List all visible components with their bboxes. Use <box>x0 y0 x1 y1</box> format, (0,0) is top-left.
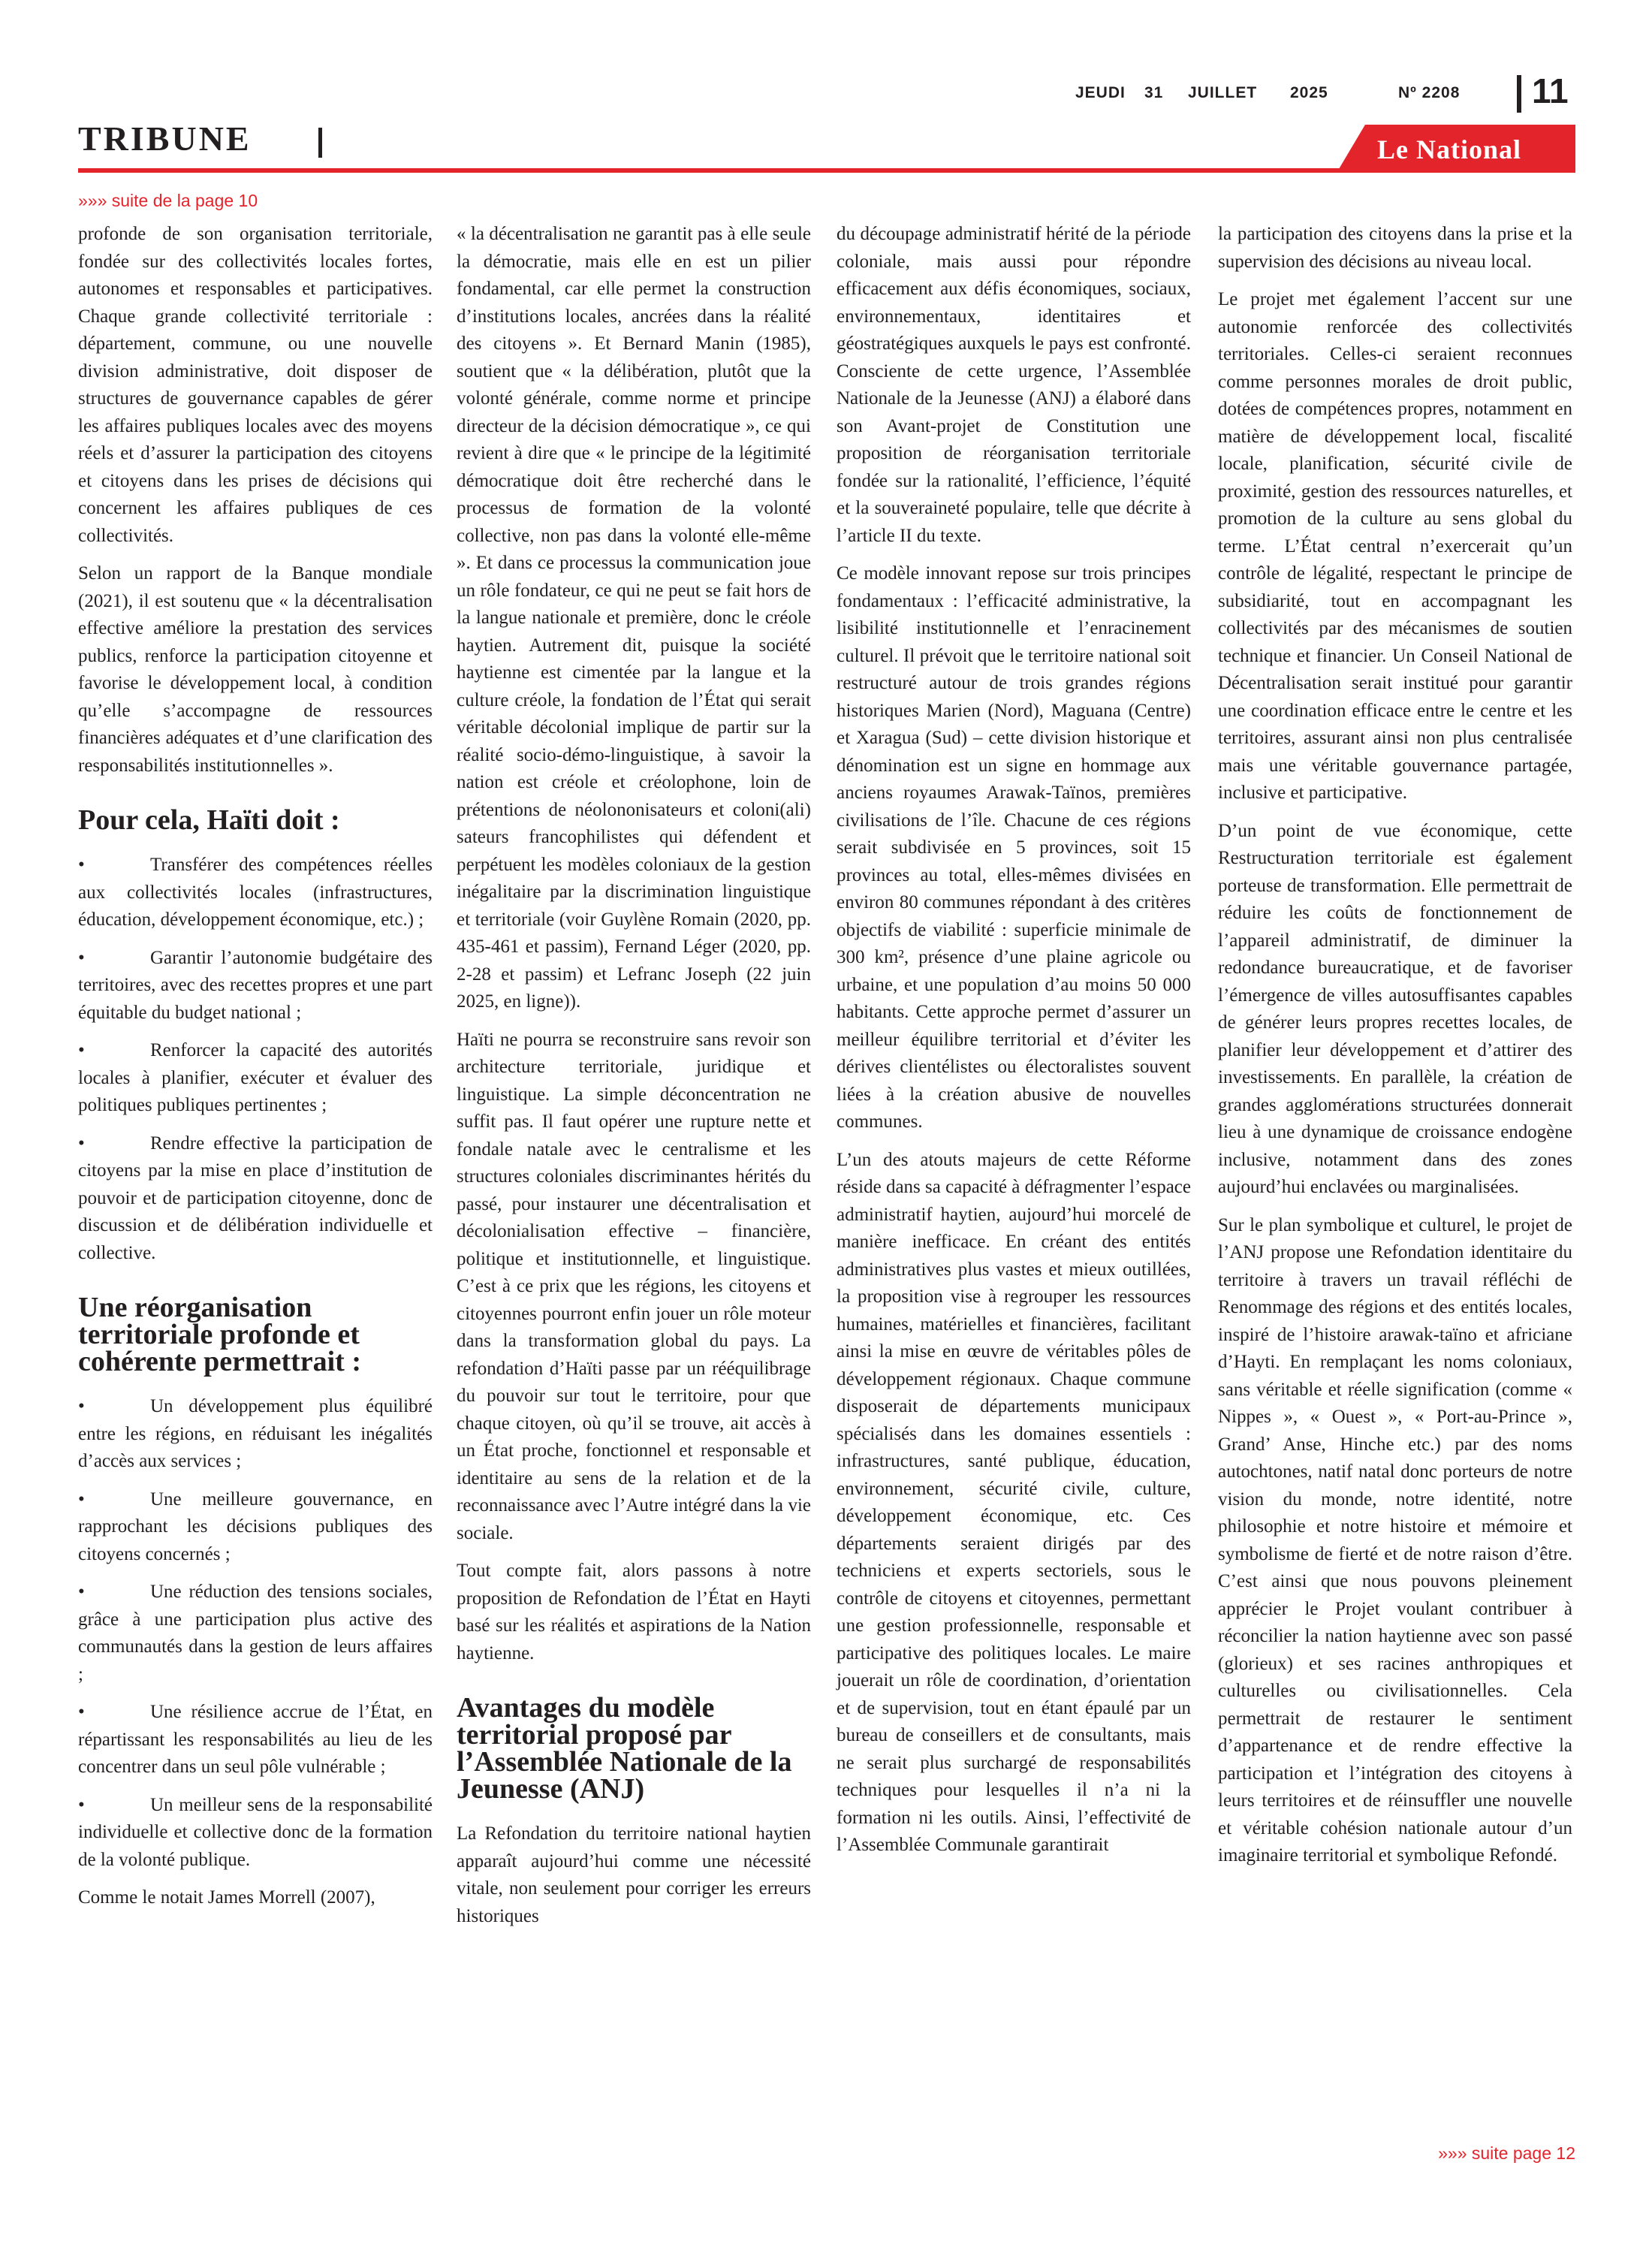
list-item-text: Transférer des compétences réelles aux collectivités locales (infrastructures, éducation, développement économique, etc.) ; <box>78 855 433 930</box>
paragraph: Selon un rapport de la Banque mondiale (2021), il est soutenu que « la décentralisation effective améliore la prestation des services publics, renforce la participation citoyenne et favorise le développement local, à condition qu’elle s’accompagne de ressources financières adéquates et d’une clarification des responsabilités institutionnelles ». <box>78 563 433 776</box>
list-item-text: Renforcer la capacité des autorités locales à planifier, exécuter et évaluer des politiques publiques pertinentes ; <box>78 1040 433 1115</box>
bullet-icon: • <box>78 1582 85 1602</box>
paragraph: Sur le plan symbolique et culturel, le projet de l’ANJ propose une Refondation identitaire du territoire à travers un travail réfléchi de Renommage des régions et des entités locales, inspiré de l’histoire arawak-taïno et africiane d’Hayti. En remplaçant les noms coloniaux, sans véritable et réelle signification (comme « Nippes », « Ouest », « Port-au-Prince », Grand’ Anse, Hinche etc.) par des noms autochtones, natif natal donc porteurs de notre vision du monde, notre identité, notre philosophie et notre histoire et mémoire et symbolisme de fierté et de notre raison d’être. C’est ainsi que nous pouvons pleinement apprécier le Projet voulant contribuer à réconcilier la nation haytienne avec son passé (glorieux) et ses racines anthropiques et culturelles ou civilisationnelles. Cela permettrait de restaurer le sentiment d’appartenance et de rendre effective la participation et l’intégration des citoyens à leurs territoires et de réinsuffler une nouvelle et véritable cohésion nationale autour d’un imaginaire territorial et symbolique Refondé. <box>1218 1214 1572 1865</box>
paragraph: Tout compte fait, alors passons à notre proposition de Refondation de l’État en Hayti basé sur les réalités et aspirations de la Nation haytienne. <box>457 1561 811 1663</box>
bullet-icon: • <box>78 1040 85 1060</box>
list-item <box>78 1130 433 1268</box>
paragraph: La Refondation du territoire national haytien apparaît aujourd’hui comme une nécessité vitale, non seulement pour corriger les erreurs historiques <box>457 1823 811 1926</box>
paragraph: la participation des citoyens dans la prise et la supervision des décisions au niveau local. <box>1218 224 1572 272</box>
paragraph: D’un point de vue économique, cette Restructuration territoriale est également porteuse de transformation. Elle permettrait de réduire les coûts de fonctionnement de l’appareil administratif, de diminuer la redondance bureaucratique, et de favoriser l’émergence de villes autosuffisantes capables de générer leurs propres recettes locales, de planifier leur développement et d’attirer des investissements. En parallèle, la création de grandes agglomérations structurées donnerait lieu à une dynamique de croissance endogène inclusive, notamment dans des zones aujourd’hui enclavées ou marginalisées. <box>1218 820 1572 1197</box>
list-item-text: Rendre effective la participation de citoyens par la mise en place d’institution de pouvoir et de participation citoyenne, donc de discussion et de délibération individuelle et collective. <box>78 1133 433 1263</box>
list-item <box>78 1699 433 1781</box>
paragraph: « la décentralisation ne garantit pas à elle seule la démocratie, mais elle en est un pilier fondamental, car elle permet la construction d’institutions locales, ancrées dans la réalité des citoyens ». Et Bernard Manin (1985), soutient que « la délibération, plutôt que la volonté générale, comme norme et principe directeur de la décision démocratique », ce qui revient à dire que « le principe de la légitimité démocratique doit être recherché dans le processus de formation de la volonté collective, non pas dans la volonté elle-même ». Et dans ce processus la communication joue un rôle fondateur, ce qui ne peut se fait hors de la langue nationale et première, donc le créole haytien. Autrement dit, puisque la société haytienne est cimentée par la langue et la culture créole, la fondation de l’État qui serait véritable décolonial implique de partir sur la réalité socio-démo-linguistique, à savoir la nation est créole et créolophone, loin de prétentions de néolononisateurs et coloni(ali) sateurs francophilistes qui défendent et perpétuent les modèles coloniaux de la gestion inégalitaire par la discrimination linguistique et territoriale (voir Guylène Romain (2020, pp. 435-461 et passim), Fernand Léger (2020, pp. 2-28 et passim) et Lefranc Joseph (22 juin 2025, en ligne)). <box>457 224 811 1012</box>
list-item-text: Un développement plus équilibré entre les régions, en réduisant les inégalités d’accès aux services ; <box>78 1396 433 1471</box>
paragraph: Ce modèle innovant repose sur trois principes fondamentaux : l’efficacité administrative, la lisibilité institutionnelle et l’enracinement culturel. Il prévoit que le territoire national soit restructuré autour de trois grandes régions historiques Marien (Nord), Maguana (Centre) et Xaragua (Sud) – cette division historique et dénomination est un signe en hommage aux anciens royaumes Arawak-Taïnos, premières civilisations de l’île. Chacune de ces régions serait subdivisée en 5 provinces, soit 15 provinces au total, elles-mêmes divisées en environ 80 communes répondant à des critères objectifs de viabilité : superficie minimale de 300 km², présence d’une plaine agricole ou urbaine, et une population d’au moins 50 000 habitants. Cette approche permet d’assurer un meilleur équilibre territorial et d’éviter les dérives clientélistes ou électoralistes souvent liées à la création abusive de nouvelles communes. <box>837 563 1191 1132</box>
header-month: JUILLET <box>1188 84 1258 101</box>
subheading: Avantages du modèle territorial proposé par l’Assemblée Nationale de la Jeunesse (ANJ) <box>457 1692 792 1805</box>
bullet-icon: • <box>78 1488 85 1510</box>
paragraph: profonde de son organisation territoriale, fondée sur des collectivités locales fortes, autonomes et responsables et participatives. Chaque grande collectivité territoriale : département, commune, ou une nouvelle division administrative, doit disposer de structures de gouvernance capables de gérer les affaires publiques locales avec des moyens réels et d’assurer la participation des citoyens et citoyens dans les prises de décisions qui concernent les affaires publiques de ces collectivités. <box>78 224 433 546</box>
list-item <box>78 852 433 934</box>
list-item-text: Une résilience accrue de l’État, en répartissant les responsabilités au lieu de les concentrer dans un seul pôle vulnérable ; <box>78 1702 433 1777</box>
column-2 <box>457 221 811 1941</box>
bullet-icon: • <box>78 855 85 875</box>
section-title: TRIBUNE <box>78 119 252 158</box>
paragraph: Le projet met également l’accent sur une autonomie renforcée des collectivités territoriales. Celles-ci seraient reconnues comme personnes morales de droit public, dotées de compétences propres, notamment en matière de développement local, fiscalité locale, planification, sécurité civile de proximité, gestion des ressources naturelles, et promotion de la culture au sens global du terme. L’État central n’exercerait qu’un contrôle de légalité, respectant le principe de subsidiarité, tout en accompagnant les collectivités par des mécanismes de soutien technique et financier. Un Conseil National de Décentralisation serait institué pour garantir une coordination efficace entre le centre et les territoires, assurant ainsi non plus centralisée mais une véritable gouvernance partagée, inclusive et participative. <box>1218 289 1572 803</box>
header-day: JEUDI <box>1075 84 1126 101</box>
paragraph: Comme le notait James Morrell (2007), <box>78 1887 375 1908</box>
header-date-number: 31 <box>1144 84 1164 101</box>
bullet-icon: • <box>78 947 85 968</box>
page-number: 11 <box>1532 71 1569 110</box>
brand-name: Le National <box>1377 134 1522 164</box>
list-item <box>78 1037 433 1120</box>
continued-from: »»» suite de la page 10 <box>78 191 258 210</box>
subheading: Une réorganisation territoriale profonde et cohérente permettrait : <box>78 1292 361 1377</box>
list-item-text: Un meilleur sens de la responsabilité individuelle et collective donc de la formation de la volonté publique. <box>78 1794 433 1870</box>
list-item <box>78 945 433 1027</box>
bullet-icon: • <box>78 1794 85 1815</box>
bullet-list <box>78 1393 433 1874</box>
column-3 <box>837 221 1191 1870</box>
list-item <box>78 1792 433 1874</box>
column-1 <box>78 221 433 1923</box>
bullet-icon: • <box>78 1133 85 1154</box>
header-year: 2025 <box>1290 84 1328 101</box>
page-number-divider <box>1517 75 1521 113</box>
list-item-text: Garantir l’autonomie budgétaire des territoires, avec des recettes propres et une part équitable du budget national ; <box>78 947 433 1023</box>
continued-to: »»» suite page 12 <box>1438 2143 1575 2163</box>
paragraph: du découpage administratif hérité de la période coloniale, mais aussi pour répondre efficacement aux défis économiques, sociaux, environnementaux, identitaires et géostratégiques auxquels le pays est confronté. Consciente de cette urgence, l’Assemblée Nationale de la Jeunesse (ANJ) a élaboré dans son Avant-projet de Constitution une proposition de réorganisation territoriale fondée sur la rationalité, l’efficience, l’équité et la souveraineté populaire, telle que décrite à l’article II du texte. <box>837 224 1191 546</box>
bullet-list <box>78 852 433 1267</box>
list-item <box>78 1579 433 1688</box>
paragraph: L’un des atouts majeurs de cette Réforme réside dans sa capacité à défragmenter l’espace administratif haytien, aujourd’hui morcelé de manière inefficace. En créant des entités administratives plus vastes et mieux outillées, la proposition vise à regrouper les ressources humaines, matérielles et financières, facilitant ainsi la mise en œuvre de véritables pôles de développement régionaux. Chaque commune disposerait de départements municipaux spécialisés dans les domaines essentiels : infrastructures, santé publique, éducation, environnement, sécurité civile, culture, développement économique, etc. Ces départements seraient dirigés par des techniciens et experts sectoriels, sous le contrôle de citoyens et citoyennes, permettant une gestion professionnelle, responsable et participative des politiques locales. Le maire jouerait un rôle de coordination, d’orientation et de supervision, tout en étant épaulé par un bureau de conseillers et de consultants, mais ne serait plus surchargé de responsabilités techniques pour lesquelles il n’a ni la formation ni les outils. Ainsi, l’effectivité de l’Assemblée Communale garantirait <box>837 1149 1191 1855</box>
subheading: Pour cela, Haïti doit : <box>78 804 340 836</box>
list-item-text: Une meilleure gouvernance, en rapprochant les décisions publiques des citoyens concernés ; <box>78 1488 433 1564</box>
bullet-icon: • <box>78 1702 85 1722</box>
column-4 <box>1218 221 1572 1881</box>
issue-number: Nº 2208 <box>1398 84 1461 101</box>
paragraph: Haïti ne pourra se reconstruire sans revoir son architecture territoriale, juridique et linguistique. La simple déconcentration ne suffit pas. Il faut opérer une rupture nette et fondale natale avec le centralisme et les structures coloniales discriminantes hérités du passé, pour instaurer une décentralisation et décolonialisation effective – financière, politique et institutionnelle, et linguistique. C’est à ce prix que les régions, les citoyens et citoyennes pourront enfin jouer un rôle moteur dans la transformation global du pays. La refondation d’Haïti passe par un rééquilibrage du pouvoir sur tout le territoire, pour que chaque citoyen, où qu’il se trouve, ait accès à un État proche, fonctionnel et responsable et identitaire au sens de la relation et de la reconnaissance avec l’Autre intégré dans la vie sociale. <box>457 1029 811 1543</box>
list-item-text: Une réduction des tensions sociales, grâce à une participation plus active des communautés dans la gestion de leurs affaires ; <box>78 1582 433 1684</box>
section-title-divider <box>318 128 322 158</box>
bullet-icon: • <box>78 1396 85 1416</box>
list-item <box>78 1393 433 1476</box>
list-item <box>78 1486 433 1569</box>
